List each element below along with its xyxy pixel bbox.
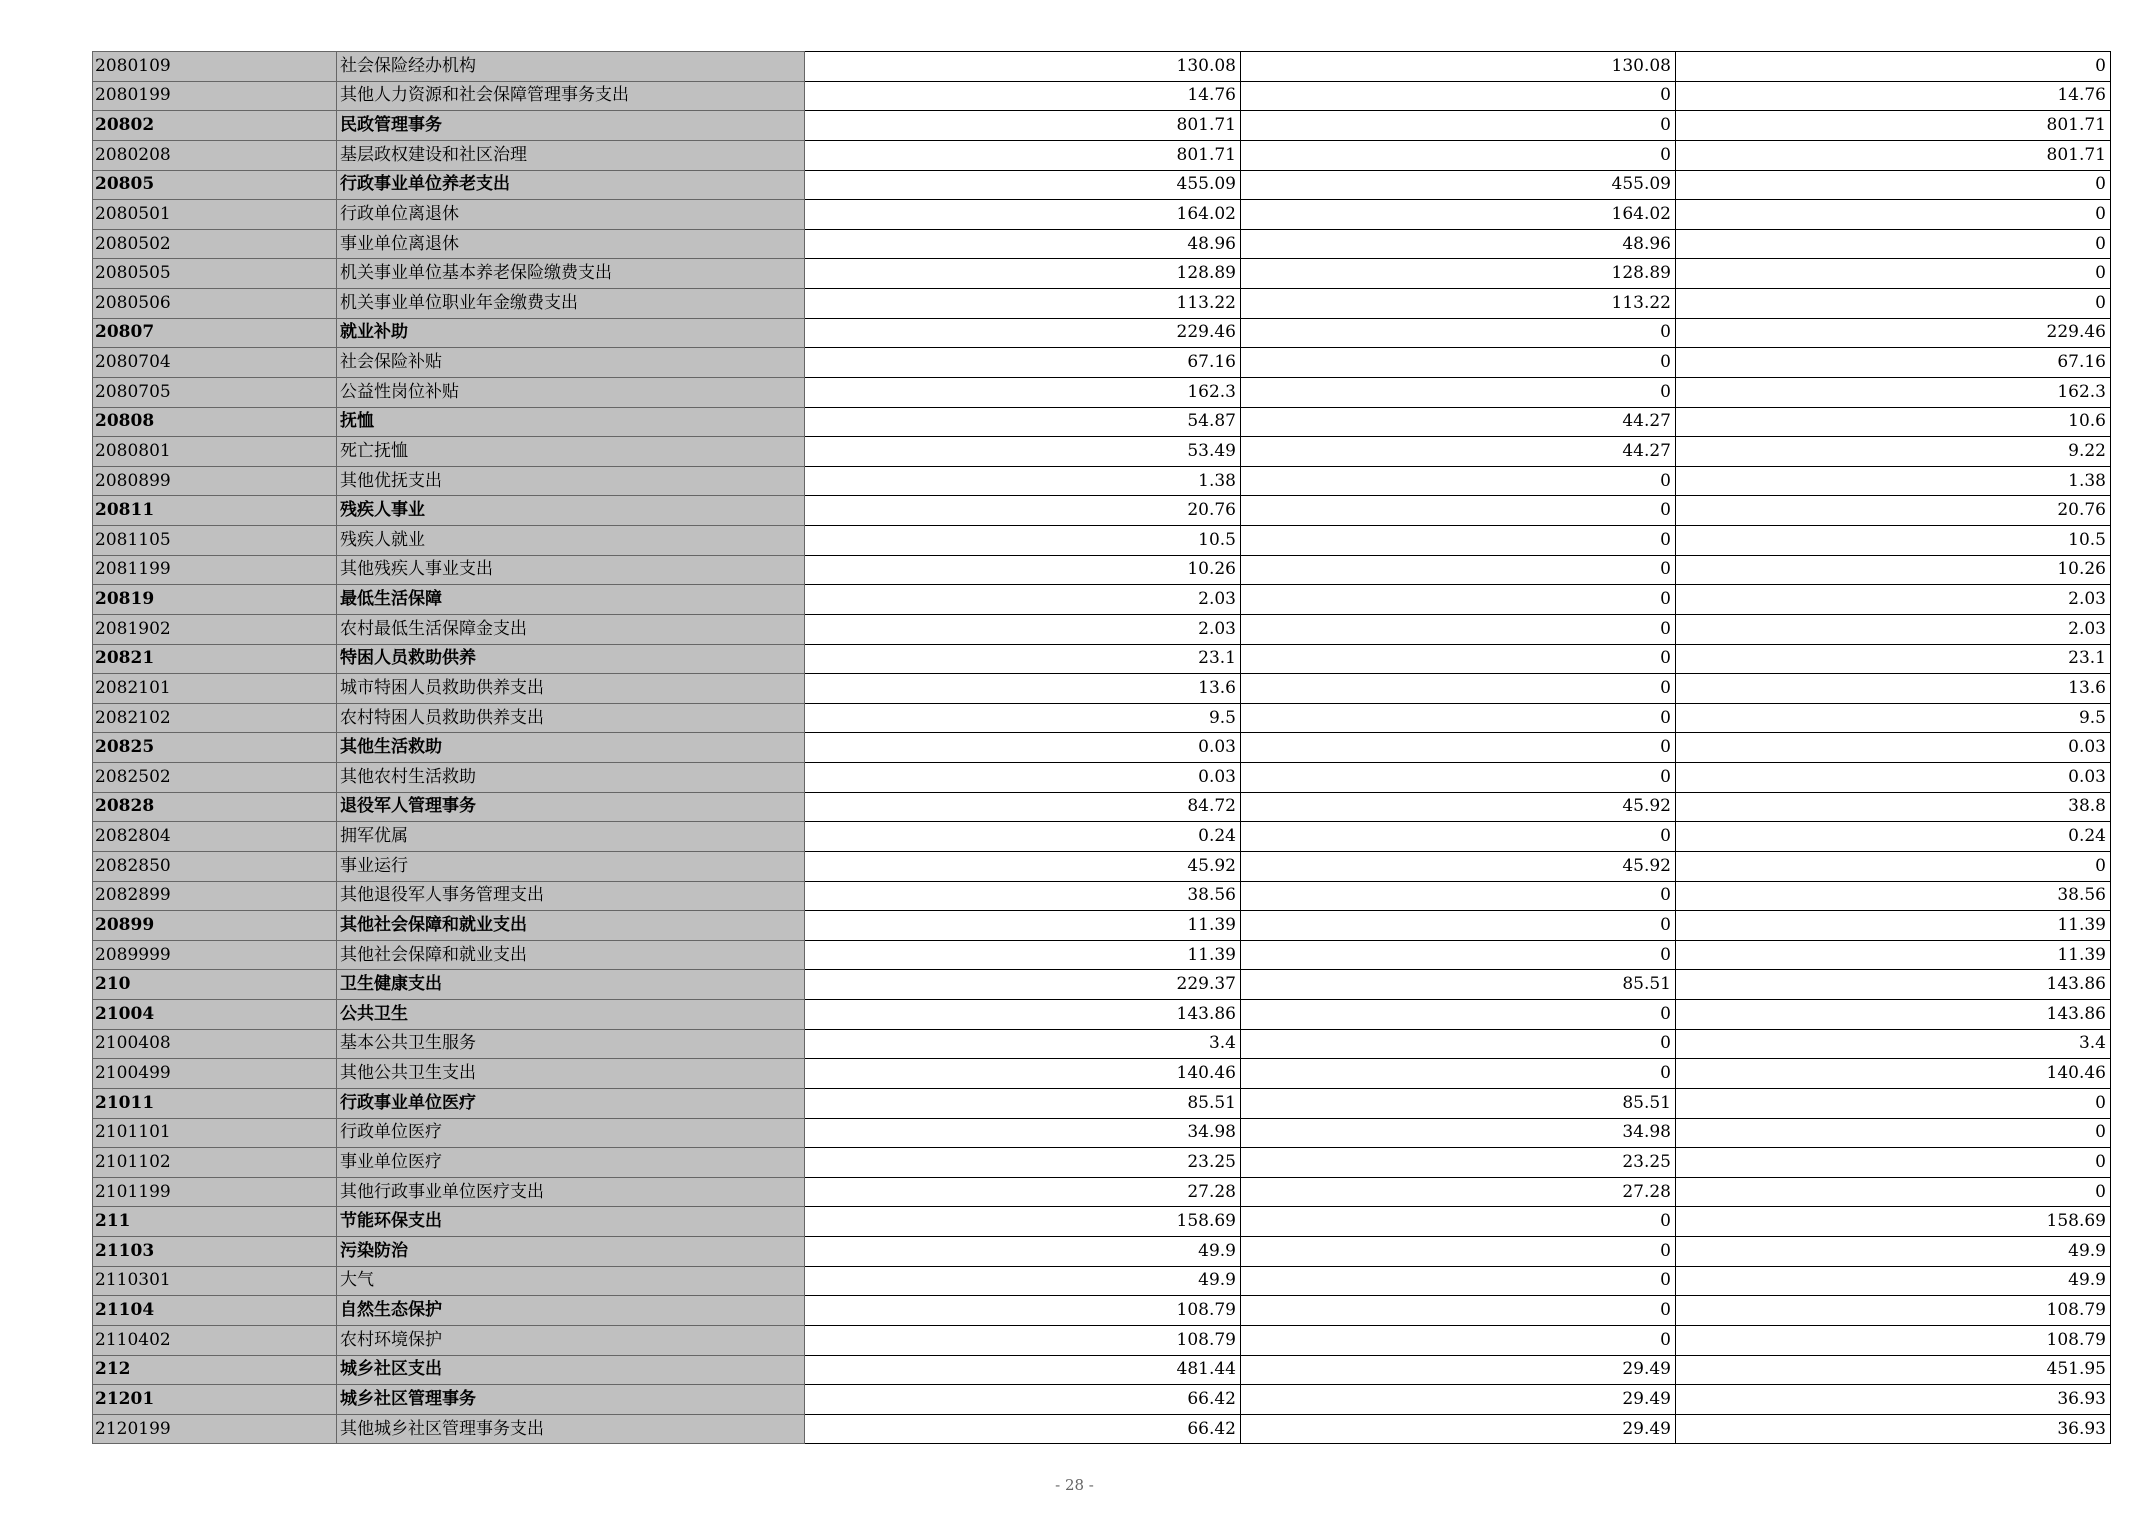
cell-project: 13.6: [1676, 674, 2111, 704]
cell-project: 0: [1676, 1148, 2111, 1178]
cell-basic: 0: [1241, 1325, 1676, 1355]
cell-name: 拥军优属: [337, 822, 805, 852]
cell-project: 143.86: [1676, 1000, 2111, 1030]
cell-code: 2080506: [93, 289, 337, 319]
cell-code: 2080109: [93, 52, 337, 82]
cell-basic: 0: [1241, 911, 1676, 941]
cell-total: 801.71: [805, 111, 1241, 141]
cell-basic: 45.92: [1241, 792, 1676, 822]
cell-code: 21004: [93, 1000, 337, 1030]
cell-name: 行政事业单位医疗: [337, 1088, 805, 1118]
cell-code: 2110402: [93, 1325, 337, 1355]
table-body: [93, 52, 2111, 1444]
cell-total: 162.3: [805, 377, 1241, 407]
table-row: [93, 1385, 2111, 1415]
table-row: [93, 496, 2111, 526]
cell-total: 2.03: [805, 585, 1241, 615]
cell-name: 卫生健康支出: [337, 970, 805, 1000]
cell-code: 2101102: [93, 1148, 337, 1178]
table-row: [93, 229, 2111, 259]
cell-code: 2080502: [93, 229, 337, 259]
cell-name: 农村最低生活保障金支出: [337, 614, 805, 644]
cell-project: 143.86: [1676, 970, 2111, 1000]
cell-project: 11.39: [1676, 940, 2111, 970]
cell-basic: 44.27: [1241, 407, 1676, 437]
table-row: [93, 407, 2111, 437]
cell-code: 2080801: [93, 437, 337, 467]
cell-project: 9.5: [1676, 703, 2111, 733]
cell-basic: 0: [1241, 466, 1676, 496]
cell-code: 2081902: [93, 614, 337, 644]
table-row: [93, 81, 2111, 111]
cell-total: 23.1: [805, 644, 1241, 674]
cell-basic: 0: [1241, 733, 1676, 763]
cell-code: 2082899: [93, 881, 337, 911]
cell-code: 2080501: [93, 200, 337, 230]
cell-code: 20807: [93, 318, 337, 348]
cell-basic: 45.92: [1241, 851, 1676, 881]
cell-project: 0: [1676, 289, 2111, 319]
table-row: [93, 555, 2111, 585]
cell-total: 11.39: [805, 940, 1241, 970]
cell-basic: 0: [1241, 377, 1676, 407]
cell-basic: 0: [1241, 1207, 1676, 1237]
cell-name: 行政单位离退休: [337, 200, 805, 230]
table-row: [93, 200, 2111, 230]
cell-project: 36.93: [1676, 1414, 2111, 1444]
cell-total: 67.16: [805, 348, 1241, 378]
cell-project: 158.69: [1676, 1207, 2111, 1237]
cell-total: 10.5: [805, 526, 1241, 556]
table-row: [93, 822, 2111, 852]
table-row: [93, 348, 2111, 378]
cell-project: 0: [1676, 170, 2111, 200]
cell-total: 2.03: [805, 614, 1241, 644]
cell-name: 基层政权建设和社区治理: [337, 140, 805, 170]
cell-basic: 0: [1241, 1000, 1676, 1030]
cell-code: 21104: [93, 1296, 337, 1326]
cell-total: 66.42: [805, 1385, 1241, 1415]
cell-code: 20899: [93, 911, 337, 941]
cell-total: 3.4: [805, 1029, 1241, 1059]
cell-code: 210: [93, 970, 337, 1000]
cell-project: 0.03: [1676, 733, 2111, 763]
cell-project: 0: [1676, 1177, 2111, 1207]
table-row: [93, 52, 2111, 82]
table-row: [93, 1029, 2111, 1059]
cell-name: 城乡社区支出: [337, 1355, 805, 1385]
table-row: [93, 644, 2111, 674]
table-row: [93, 437, 2111, 467]
cell-name: 节能环保支出: [337, 1207, 805, 1237]
cell-code: 2080199: [93, 81, 337, 111]
table-row: [93, 1177, 2111, 1207]
table-row: [93, 585, 2111, 615]
cell-basic: 27.28: [1241, 1177, 1676, 1207]
cell-total: 229.46: [805, 318, 1241, 348]
cell-total: 229.37: [805, 970, 1241, 1000]
page-number: - 28 -: [1055, 1476, 1094, 1494]
table-row: [93, 733, 2111, 763]
cell-code: 2101199: [93, 1177, 337, 1207]
cell-name: 农村环境保护: [337, 1325, 805, 1355]
cell-name: 污染防治: [337, 1237, 805, 1267]
cell-name: 基本公共卫生服务: [337, 1029, 805, 1059]
cell-name: 其他农村生活救助: [337, 763, 805, 793]
cell-basic: 0: [1241, 555, 1676, 585]
cell-name: 其他公共卫生支出: [337, 1059, 805, 1089]
cell-code: 2082101: [93, 674, 337, 704]
cell-basic: 0: [1241, 81, 1676, 111]
cell-total: 14.76: [805, 81, 1241, 111]
cell-code: 2082850: [93, 851, 337, 881]
table-row: [93, 1088, 2111, 1118]
cell-project: 0: [1676, 259, 2111, 289]
cell-basic: 0: [1241, 1029, 1676, 1059]
cell-total: 164.02: [805, 200, 1241, 230]
cell-code: 21011: [93, 1088, 337, 1118]
cell-code: 20825: [93, 733, 337, 763]
table-row: [93, 170, 2111, 200]
cell-name: 其他社会保障和就业支出: [337, 940, 805, 970]
cell-project: 0: [1676, 52, 2111, 82]
cell-project: 108.79: [1676, 1325, 2111, 1355]
cell-code: 20819: [93, 585, 337, 615]
cell-name: 行政事业单位养老支出: [337, 170, 805, 200]
cell-name: 农村特困人员救助供养支出: [337, 703, 805, 733]
cell-code: 20811: [93, 496, 337, 526]
cell-total: 130.08: [805, 52, 1241, 82]
cell-project: 140.46: [1676, 1059, 2111, 1089]
table-row: [93, 289, 2111, 319]
table-row: [93, 1118, 2111, 1148]
table-row: [93, 1207, 2111, 1237]
cell-name: 机关事业单位职业年金缴费支出: [337, 289, 805, 319]
cell-total: 0.03: [805, 733, 1241, 763]
cell-project: 11.39: [1676, 911, 2111, 941]
table-row: [93, 851, 2111, 881]
cell-project: 49.9: [1676, 1237, 2111, 1267]
cell-name: 机关事业单位基本养老保险缴费支出: [337, 259, 805, 289]
cell-name: 公共卫生: [337, 1000, 805, 1030]
table-row: [93, 318, 2111, 348]
cell-name: 最低生活保障: [337, 585, 805, 615]
table-row: [93, 526, 2111, 556]
cell-code: 212: [93, 1355, 337, 1385]
cell-project: 49.9: [1676, 1266, 2111, 1296]
cell-name: 其他人力资源和社会保障管理事务支出: [337, 81, 805, 111]
cell-basic: 0: [1241, 1266, 1676, 1296]
cell-name: 死亡抚恤: [337, 437, 805, 467]
cell-basic: 0: [1241, 496, 1676, 526]
cell-code: 2100499: [93, 1059, 337, 1089]
cell-project: 0.24: [1676, 822, 2111, 852]
cell-total: 45.92: [805, 851, 1241, 881]
cell-total: 1.38: [805, 466, 1241, 496]
cell-code: 21103: [93, 1237, 337, 1267]
cell-name: 特困人员救助供养: [337, 644, 805, 674]
cell-total: 108.79: [805, 1325, 1241, 1355]
cell-basic: 113.22: [1241, 289, 1676, 319]
cell-code: 2081199: [93, 555, 337, 585]
table-row: [93, 1059, 2111, 1089]
cell-name: 社会保险补贴: [337, 348, 805, 378]
cell-name: 城乡社区管理事务: [337, 1385, 805, 1415]
expenditure-table: [92, 51, 2111, 1444]
cell-code: 2089999: [93, 940, 337, 970]
cell-name: 其他生活救助: [337, 733, 805, 763]
cell-total: 128.89: [805, 259, 1241, 289]
table-row: [93, 1296, 2111, 1326]
cell-code: 211: [93, 1207, 337, 1237]
cell-total: 53.49: [805, 437, 1241, 467]
cell-name: 其他退役军人事务管理支出: [337, 881, 805, 911]
cell-code: 2082102: [93, 703, 337, 733]
cell-total: 158.69: [805, 1207, 1241, 1237]
cell-project: 0: [1676, 200, 2111, 230]
cell-total: 27.28: [805, 1177, 1241, 1207]
cell-code: 20821: [93, 644, 337, 674]
cell-code: 21201: [93, 1385, 337, 1415]
cell-basic: 34.98: [1241, 1118, 1676, 1148]
table-row: [93, 466, 2111, 496]
cell-total: 38.56: [805, 881, 1241, 911]
table-row: [93, 940, 2111, 970]
cell-total: 13.6: [805, 674, 1241, 704]
cell-code: 2080705: [93, 377, 337, 407]
cell-name: 其他城乡社区管理事务支出: [337, 1414, 805, 1444]
cell-total: 20.76: [805, 496, 1241, 526]
cell-basic: 48.96: [1241, 229, 1676, 259]
cell-basic: 44.27: [1241, 437, 1676, 467]
cell-name: 行政单位医疗: [337, 1118, 805, 1148]
cell-name: 残疾人事业: [337, 496, 805, 526]
table-row: [93, 763, 2111, 793]
cell-project: 0: [1676, 1088, 2111, 1118]
cell-project: 801.71: [1676, 140, 2111, 170]
cell-name: 城市特困人员救助供养支出: [337, 674, 805, 704]
cell-basic: 128.89: [1241, 259, 1676, 289]
cell-project: 0: [1676, 851, 2111, 881]
table-row: [93, 1325, 2111, 1355]
cell-basic: 0: [1241, 644, 1676, 674]
cell-basic: 0: [1241, 585, 1676, 615]
cell-total: 23.25: [805, 1148, 1241, 1178]
cell-basic: 130.08: [1241, 52, 1676, 82]
cell-name: 其他优抚支出: [337, 466, 805, 496]
cell-basic: 0: [1241, 526, 1676, 556]
cell-name: 公益性岗位补贴: [337, 377, 805, 407]
cell-code: 2100408: [93, 1029, 337, 1059]
cell-project: 108.79: [1676, 1296, 2111, 1326]
table-row: [93, 881, 2111, 911]
cell-total: 49.9: [805, 1237, 1241, 1267]
cell-code: 2101101: [93, 1118, 337, 1148]
cell-basic: 0: [1241, 140, 1676, 170]
cell-name: 事业运行: [337, 851, 805, 881]
cell-total: 85.51: [805, 1088, 1241, 1118]
cell-total: 143.86: [805, 1000, 1241, 1030]
cell-project: 0.03: [1676, 763, 2111, 793]
table-row: [93, 259, 2111, 289]
cell-name: 其他残疾人事业支出: [337, 555, 805, 585]
cell-code: 20805: [93, 170, 337, 200]
cell-name: 民政管理事务: [337, 111, 805, 141]
cell-basic: 85.51: [1241, 970, 1676, 1000]
cell-basic: 164.02: [1241, 200, 1676, 230]
table-row: [93, 1237, 2111, 1267]
cell-project: 10.5: [1676, 526, 2111, 556]
table-row: [93, 377, 2111, 407]
cell-project: 451.95: [1676, 1355, 2111, 1385]
cell-total: 49.9: [805, 1266, 1241, 1296]
cell-total: 10.26: [805, 555, 1241, 585]
cell-project: 10.6: [1676, 407, 2111, 437]
cell-name: 其他社会保障和就业支出: [337, 911, 805, 941]
cell-code: 2080704: [93, 348, 337, 378]
cell-basic: 0: [1241, 1237, 1676, 1267]
cell-code: 2080208: [93, 140, 337, 170]
cell-project: 2.03: [1676, 585, 2111, 615]
table-row: [93, 1000, 2111, 1030]
cell-basic: 0: [1241, 348, 1676, 378]
table-row: [93, 911, 2111, 941]
cell-project: 20.76: [1676, 496, 2111, 526]
cell-total: 108.79: [805, 1296, 1241, 1326]
table-row: [93, 674, 2111, 704]
cell-code: 2080899: [93, 466, 337, 496]
cell-code: 20828: [93, 792, 337, 822]
cell-project: 38.8: [1676, 792, 2111, 822]
cell-project: 3.4: [1676, 1029, 2111, 1059]
cell-total: 140.46: [805, 1059, 1241, 1089]
cell-total: 9.5: [805, 703, 1241, 733]
cell-basic: 0: [1241, 822, 1676, 852]
cell-code: 2120199: [93, 1414, 337, 1444]
cell-name: 大气: [337, 1266, 805, 1296]
cell-basic: 29.49: [1241, 1414, 1676, 1444]
table-row: [93, 792, 2111, 822]
cell-code: 2080505: [93, 259, 337, 289]
cell-project: 10.26: [1676, 555, 2111, 585]
cell-code: 2081105: [93, 526, 337, 556]
cell-name: 退役军人管理事务: [337, 792, 805, 822]
table-row: [93, 1148, 2111, 1178]
cell-total: 0.24: [805, 822, 1241, 852]
cell-project: 0: [1676, 229, 2111, 259]
cell-total: 0.03: [805, 763, 1241, 793]
cell-total: 481.44: [805, 1355, 1241, 1385]
cell-total: 84.72: [805, 792, 1241, 822]
cell-basic: 29.49: [1241, 1385, 1676, 1415]
cell-total: 34.98: [805, 1118, 1241, 1148]
cell-project: 23.1: [1676, 644, 2111, 674]
cell-project: 162.3: [1676, 377, 2111, 407]
cell-basic: 0: [1241, 763, 1676, 793]
cell-project: 229.46: [1676, 318, 2111, 348]
cell-project: 67.16: [1676, 348, 2111, 378]
table-row: [93, 703, 2111, 733]
cell-basic: 0: [1241, 318, 1676, 348]
cell-total: 11.39: [805, 911, 1241, 941]
table-row: [93, 1355, 2111, 1385]
cell-code: 2110301: [93, 1266, 337, 1296]
cell-code: 20808: [93, 407, 337, 437]
cell-name: 残疾人就业: [337, 526, 805, 556]
cell-basic: 85.51: [1241, 1088, 1676, 1118]
cell-name: 社会保险经办机构: [337, 52, 805, 82]
cell-total: 113.22: [805, 289, 1241, 319]
cell-basic: 0: [1241, 940, 1676, 970]
cell-basic: 29.49: [1241, 1355, 1676, 1385]
cell-project: 9.22: [1676, 437, 2111, 467]
cell-code: 20802: [93, 111, 337, 141]
cell-code: 2082502: [93, 763, 337, 793]
cell-project: 801.71: [1676, 111, 2111, 141]
cell-project: 14.76: [1676, 81, 2111, 111]
cell-basic: 0: [1241, 674, 1676, 704]
cell-project: 38.56: [1676, 881, 2111, 911]
cell-basic: 455.09: [1241, 170, 1676, 200]
cell-code: 2082804: [93, 822, 337, 852]
cell-name: 自然生态保护: [337, 1296, 805, 1326]
cell-basic: 0: [1241, 881, 1676, 911]
cell-name: 抚恤: [337, 407, 805, 437]
cell-project: 2.03: [1676, 614, 2111, 644]
cell-total: 54.87: [805, 407, 1241, 437]
cell-basic: 23.25: [1241, 1148, 1676, 1178]
cell-basic: 0: [1241, 703, 1676, 733]
cell-basic: 0: [1241, 1059, 1676, 1089]
cell-project: 0: [1676, 1118, 2111, 1148]
cell-basic: 0: [1241, 614, 1676, 644]
table-row: [93, 970, 2111, 1000]
table-row: [93, 1266, 2111, 1296]
cell-name: 就业补助: [337, 318, 805, 348]
cell-basic: 0: [1241, 1296, 1676, 1326]
table-row: [93, 1414, 2111, 1444]
cell-basic: 0: [1241, 111, 1676, 141]
cell-project: 1.38: [1676, 466, 2111, 496]
cell-total: 455.09: [805, 170, 1241, 200]
cell-total: 66.42: [805, 1414, 1241, 1444]
cell-total: 801.71: [805, 140, 1241, 170]
cell-name: 其他行政事业单位医疗支出: [337, 1177, 805, 1207]
cell-total: 48.96: [805, 229, 1241, 259]
cell-name: 事业单位离退休: [337, 229, 805, 259]
table-row: [93, 614, 2111, 644]
cell-project: 36.93: [1676, 1385, 2111, 1415]
table-row: [93, 111, 2111, 141]
cell-name: 事业单位医疗: [337, 1148, 805, 1178]
table-row: [93, 140, 2111, 170]
